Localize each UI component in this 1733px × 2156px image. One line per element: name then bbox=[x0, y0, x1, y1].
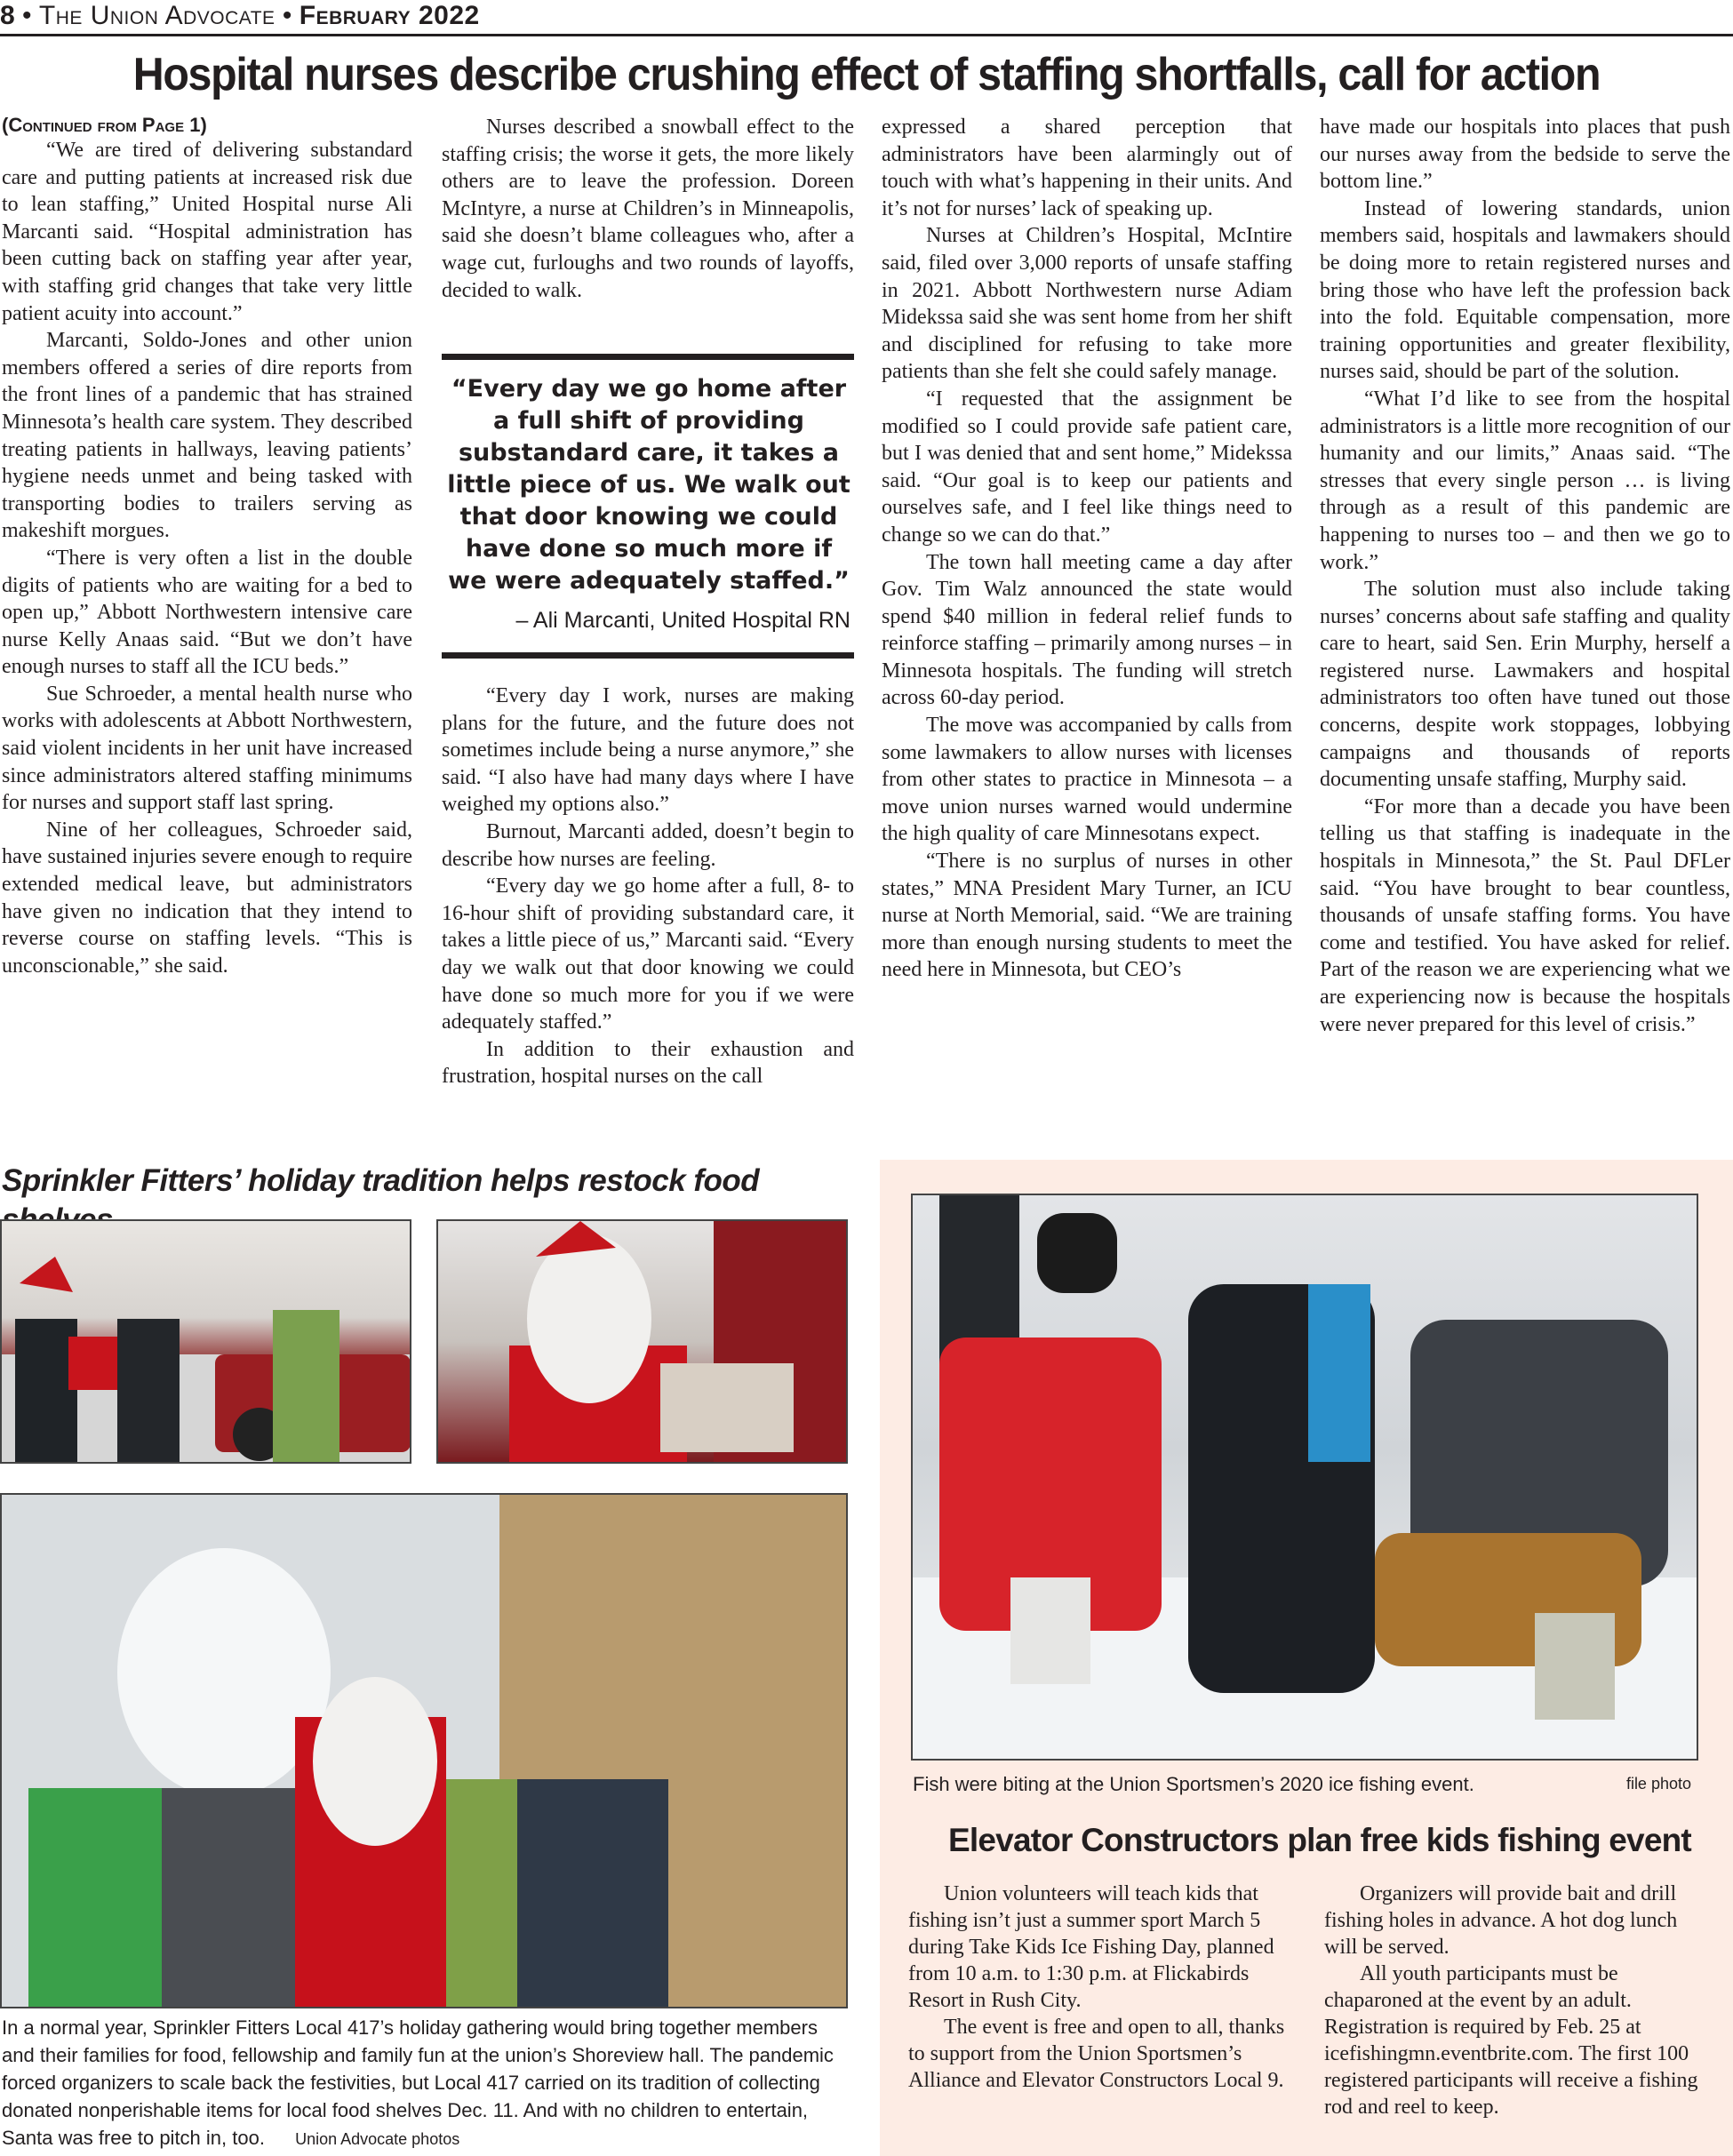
santa-beard bbox=[313, 1677, 437, 1846]
pull-quote-attribution: – Ali Marcanti, United Hospital RN bbox=[515, 608, 851, 633]
paragraph: “I requested that the assignment be modified so I could provide safe patient care, but I was denied that and sent home,” Midekssa said. “Our goal is to keep our patients and ourselves safe, and I feel like things need to change so we can do that.” bbox=[882, 387, 1292, 547]
folio-separator: • bbox=[282, 1, 292, 30]
paragraph: Sue Schroeder, a mental health nurse who works with adolescents at Abbott Northwestern, said violent incidents in her unit have increased since administrators altered staffing minimums for nurses and support staff last spring. bbox=[2, 682, 412, 815]
paragraph: Union volunteers will teach kids that fishing isn’t just a summer sport March 5 during Take Kids Ice Fishing Day, planned from 10 a.m. to 1:30 p.m. at Flickabirds Resort in Rush City. bbox=[908, 1882, 1274, 2012]
pullquote-top-rule bbox=[442, 354, 854, 360]
continued-label: (Continued from Page 1) bbox=[2, 114, 207, 136]
paragraph: “We are tired of delivering substandard care and putting patients at increased risk due to lean staffing,” United Hospital nurse Ali Marcanti said. “Hospital administration has been cutting back on staffing year after year, with staffing grid changes that take very little patient acuity into account.” bbox=[2, 139, 412, 325]
fishing-photo-caption bbox=[913, 1770, 1695, 1798]
pull-quote: “Every day we go home after a full shift of providing substandard care, it takes a little piece of us. We walk out that door knowing we could have done so much more if we were adequately staffed.” bbox=[447, 375, 851, 595]
photo-volunteers-unloading bbox=[0, 1219, 411, 1464]
santa-hat bbox=[20, 1257, 73, 1292]
paragraph: The town hall meeting came a day after Gov. Tim Walz announced the state would spend $40 million in federal relief funds to reinforce staffing – primarily among nurses – in Minnesota hospitals. The funding will stretch across 60-day period. bbox=[882, 550, 1292, 710]
paragraph: Nurses described a snowball effect to the staffing crisis; the worse it gets, the more likely others are to leave the profession. Doreen McIntyre, a nurse at Children’s in Minneapolis, said she doesn’t blame colleagues who, after a wage cut, furloughs and two rounds of layoffs, decided to walk. bbox=[442, 116, 854, 302]
fishing-column-1 bbox=[908, 1881, 1299, 2094]
photo-illustration bbox=[2, 1495, 848, 2008]
folio-separator: • bbox=[22, 1, 32, 30]
article-column-1 bbox=[2, 114, 412, 979]
paragraph: Nurses at Children’s Hospital, McIntire said, filed over 3,000 reports of unsafe staffing in 2021. Abbott Northwestern nurse Adiam Midekssa said she was sent home from her shift and disciplined for refusing to take more patients than she felt she could safely manage. bbox=[882, 224, 1292, 384]
paragraph: Marcanti, Soldo-Jones and other union members offered a series of dire reports from the front lines of a pandemic that has strained Minnesota’s health care system. They described treating patients in hallways, leaving patients’ hygiene needs unmet and being tasked with transporting bodies to trailers serving as makeshift morgues. bbox=[2, 329, 412, 543]
paragraph: Organizers will provide bait and drill fishing holes in advance. A hot dog lunch will be served. bbox=[1324, 1882, 1678, 1959]
bucket-2 bbox=[1535, 1613, 1615, 1720]
paragraph: expressed a shared perception that administrators have been alarmingly out of touch with what’s happening in their units. And it’s not for nurses’ lack of speaking up. bbox=[882, 116, 1292, 220]
page-number: 8 bbox=[0, 1, 15, 30]
elf-costume bbox=[28, 1788, 162, 2008]
page-folio bbox=[0, 0, 480, 32]
photo-credit: file photo bbox=[1625, 1775, 1691, 1793]
article-column-2-continued bbox=[442, 683, 854, 1090]
elf-costume-2 bbox=[446, 1779, 517, 2008]
photo-illustration bbox=[913, 1195, 1698, 1761]
woman-gray-coat bbox=[162, 1788, 295, 2008]
paragraph: Nine of her colleagues, Schroeder said, have sustained injuries severe enough to require extended medical leave, but administrators have given no indication that they intend to reverse course on staffing levels. “This is unconscionable,” she said. bbox=[2, 818, 412, 978]
paragraph: Burnout, Marcanti added, doesn’t begin to describe how nurses are feeling. bbox=[442, 819, 854, 871]
article-column-3 bbox=[882, 114, 1292, 984]
man-puffer-vest bbox=[517, 1779, 668, 2008]
paragraph: “There is very often a list in the double digits of patients who are waiting for a bed to open up,” Abbott Northwestern intensive care nurse Kelly Anaas said. “But we don’t have enough nurses to staff all the ICU beds.” bbox=[2, 546, 412, 679]
photo-santa-with-food bbox=[436, 1219, 848, 1464]
elf-costume bbox=[273, 1310, 339, 1464]
article-column-2 bbox=[442, 114, 854, 304]
bucket bbox=[1010, 1577, 1090, 1684]
caption-text: Fish were biting at the Union Sportsmen’s 2020 ice fishing event. bbox=[913, 1773, 1474, 1795]
paragraph: The event is free and open to all, thanks to support from the Union Sportsmen’s Alliance and Elevator Constructors Local 9. bbox=[908, 2016, 1285, 2092]
photo-ice-fishing bbox=[911, 1194, 1698, 1761]
column-3-body bbox=[882, 114, 1292, 984]
photo-illustration bbox=[438, 1221, 848, 1464]
fishing-column-2 bbox=[1324, 1881, 1715, 2120]
paragraph: “Every day I work, nurses are making plans for the future, and the future does not sometimes include being a nurse anymore,” she said. “I also have had many days where I have weighed my options also.” bbox=[442, 684, 854, 817]
column-1-body bbox=[2, 137, 412, 979]
fishing-column-1-body bbox=[908, 1881, 1299, 2094]
paragraph: In addition to their exhaustion and frustration, hospital nurses on the call bbox=[442, 1037, 854, 1089]
food-boxes bbox=[660, 1363, 794, 1452]
photo-group-santa-elves bbox=[0, 1493, 848, 2008]
paragraph: “What I’d like to see from the hospital administrators is a little more recognition of our humanity and our limits,” Anaas said. “The stresses that every single person … is living through as a result of this pandemic are happening to nurses too – and then we go to work.” bbox=[1320, 387, 1730, 574]
person-camo-cap bbox=[117, 1319, 180, 1464]
fishing-column-2-body bbox=[1324, 1881, 1715, 2120]
main-headline: Hospital nurses describe crushing effect of staffing shortfalls, call for action bbox=[132, 49, 1601, 100]
column-2-bottom-body bbox=[442, 683, 854, 1090]
column-2-top-body bbox=[442, 114, 854, 304]
header-rule bbox=[0, 34, 1733, 36]
paragraph: “There is no surplus of nurses in other states,” MNA President Mary Turner, an ICU nurse at North Memorial, said. “We are training more than enough nursing students to meet the need here in Minnesota, but CEO’s bbox=[882, 850, 1292, 982]
paragraph: All youth participants must be chaparoned at the event by an adult. Registration is required by Feb. 25 at icefishingmn.eventbrite.com. The first 100 registered participants will receive a fishing rod and reel to keep. bbox=[1324, 1962, 1698, 2119]
photo-illustration bbox=[2, 1221, 411, 1464]
sprinkler-headline: Sprinkler Fitters’ holiday tradition helps restock food bbox=[2, 1163, 760, 1198]
person-santa-hat bbox=[15, 1319, 77, 1464]
blue-shelter bbox=[1308, 1284, 1370, 1462]
paragraph: Instead of lowering standards, union members said, hospitals and lawmakers should be doing more to retain registered nurses and bring those who have left the profession back into the fold. Equitable compensation, more training opportunities and greater flexibility, nurses said, should be part of the solution. bbox=[1320, 196, 1730, 384]
paragraph: “Every day we go home after a full, 8- to 16-hour shift of providing substandard care, it takes a little piece of us,” Marcanti said. “Every day we walk out that door knowing we could have done so much more for you if we were adequately staffed.” bbox=[442, 874, 854, 1034]
photo-credit: Union Advocate photos bbox=[295, 2130, 460, 2148]
caption-text: In a normal year, Sprinkler Fitters Local 417’s holiday gathering would bring together members and their families for food, fellowship and family fun at the union’s Shoreview hall. The pandemic forced organizers to scale back the festivities, but Local 417 carried on its tradition of collecting donated nonperishable items for local food shelves Dec. 11. And with no children to entertain, Santa was free to pitch in, too. bbox=[2, 2016, 834, 2149]
pullquote-bottom-rule bbox=[442, 652, 854, 659]
santa-beard bbox=[527, 1234, 651, 1403]
fishing-headline: Elevator Constructors plan free kids fishing event bbox=[948, 1822, 1691, 1858]
publication-name: The Union Advocate bbox=[38, 1, 276, 30]
paragraph: The move was accompanied by calls from some lawmakers to allow nurses with licenses from other states to practice in Minnesota – a move union nurses warned would undermine the high quality of care Minnesotans expect. bbox=[882, 714, 1292, 846]
vexilar-hat bbox=[1037, 1213, 1117, 1293]
sprinkler-caption bbox=[2, 2014, 848, 2153]
paragraph: have made our hospitals into places that push our nurses away from the bedside to serve the bottom line.” bbox=[1320, 116, 1730, 194]
article-column-4 bbox=[1320, 114, 1730, 1038]
column-4-body bbox=[1320, 114, 1730, 1038]
paragraph: “For more than a decade you have been telling us that staffing is inadequate in the hospitals in Minnesota,” the St. Paul DFLer said. “You have brought to bear countless, thousands of unsafe staffing forms. You have come and testified. You have asked for relief. Part of the reason we are experiencing what we are experiencing now is because the hospitals were never prepared for this level of crisis.” bbox=[1320, 795, 1730, 1036]
paragraph: The solution must also include taking nurses’ concerns about safe staffing and quality care to heart, said Sen. Erin Murphy, herself a registered nurse. Lawmakers and hospital administrators too often have tuned out those concerns, despite work stoppages, lobbying campaigns and thousands of reports documenting unsafe staffing, Murphy said. bbox=[1320, 578, 1730, 792]
issue-date: February 2022 bbox=[299, 1, 480, 30]
